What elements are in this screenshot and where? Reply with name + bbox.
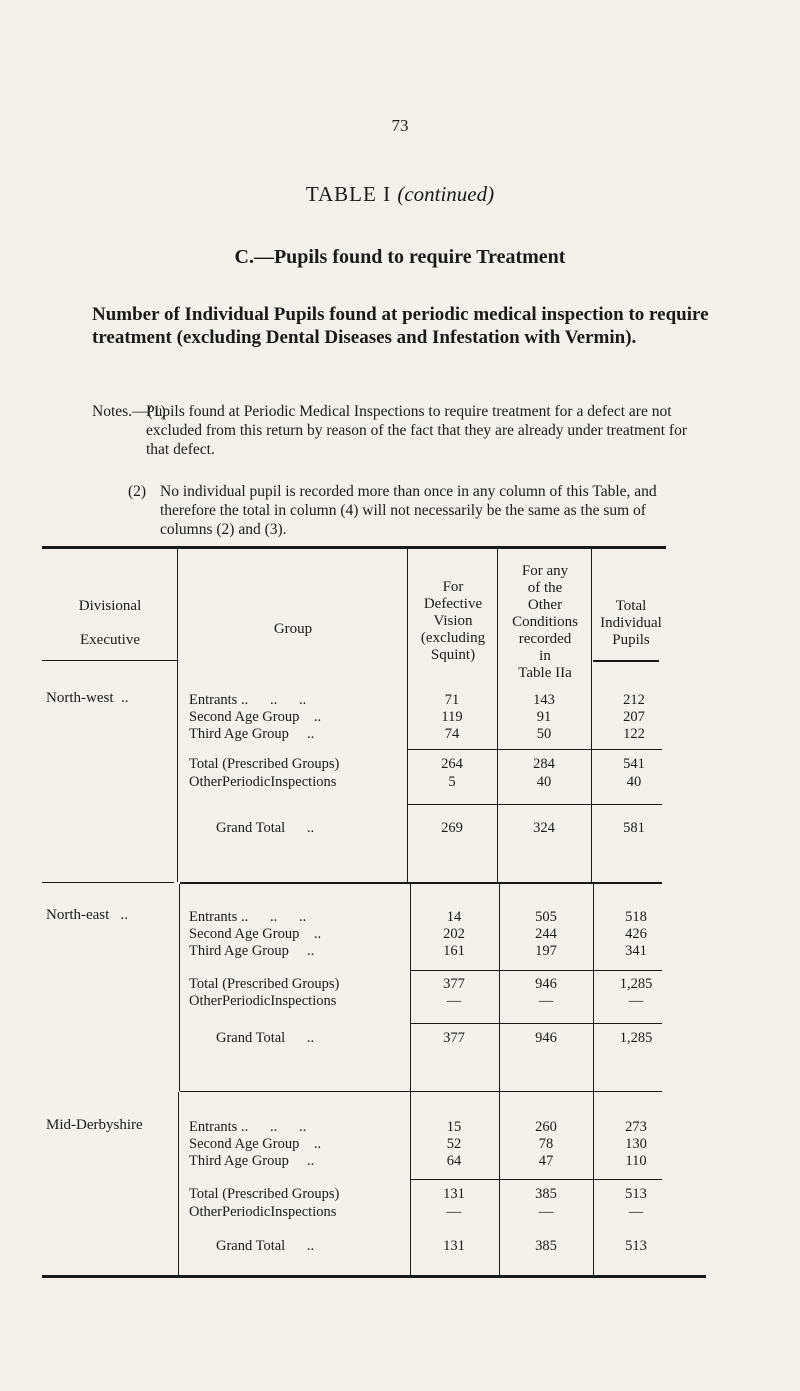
total-value: 1,285 xyxy=(619,976,653,992)
total-value: 1,285 xyxy=(619,1030,653,1046)
table-top-rule xyxy=(42,546,666,549)
other-value: — xyxy=(538,1204,554,1220)
vision-value: — xyxy=(446,1204,462,1220)
total-value: — xyxy=(628,993,644,1009)
other-value: 143 xyxy=(533,692,555,708)
main-heading: Number of Individual Pupils found at periodic medical inspection to require treatment (excluding Dental Diseases and Infestation with Vermin). xyxy=(92,304,709,348)
header-rule-right xyxy=(593,660,659,662)
header-vision-line2: Defective xyxy=(423,596,483,612)
header-other xyxy=(498,563,592,682)
other-value: 197 xyxy=(535,943,557,959)
vision-value: 202 xyxy=(443,926,465,942)
group-label: Entrants .. .. .. xyxy=(189,1119,307,1135)
other-value: 284 xyxy=(533,756,555,772)
grand-total-label: Grand Total .. xyxy=(216,1030,315,1046)
total-value: — xyxy=(628,1204,644,1220)
header-other-line6: in xyxy=(539,648,551,664)
header-vision xyxy=(408,579,498,664)
grand-total-label: Grand Total .. xyxy=(216,1238,315,1254)
header-vision-line5: Squint) xyxy=(430,647,476,663)
division-label: North-west .. xyxy=(46,690,129,706)
vision-value: 377 xyxy=(443,976,465,992)
total-value: 518 xyxy=(625,909,647,925)
total-prescribed-label: Total (Prescribed Groups) xyxy=(189,1186,340,1202)
total-value: 122 xyxy=(623,726,645,742)
header-divisional xyxy=(42,598,178,649)
group-label: Second Age Group .. xyxy=(189,1136,322,1152)
group-label: Second Age Group .. xyxy=(189,926,322,942)
section-title: C.—Pupils found to require Treatment xyxy=(234,246,566,268)
vision-value: 52 xyxy=(446,1136,462,1152)
group-label: Second Age Group .. xyxy=(189,709,322,725)
header-group: Group xyxy=(273,621,313,637)
subtotal-rule-2a xyxy=(411,970,662,971)
section-rule-1-right xyxy=(180,882,662,884)
note-2-lead: (2) xyxy=(128,483,147,500)
other-value: 324 xyxy=(533,820,555,836)
vision-value: 5 xyxy=(448,774,456,790)
total-prescribed-label: Total (Prescribed Groups) xyxy=(189,976,340,992)
note-1-text: Pupils found at Periodic Medical Inspections to require treatment for a defect are not excluded from this return by reason of the fact that they are already under treatment for that defect. xyxy=(146,403,687,458)
table-title-main: TABLE I xyxy=(305,182,392,206)
header-total xyxy=(592,598,670,649)
col-rule-vision-3 xyxy=(410,1092,411,1277)
vision-value: 15 xyxy=(446,1119,462,1135)
total-value: 513 xyxy=(625,1238,647,1254)
vision-value: 161 xyxy=(443,943,465,959)
section-rule-1-left xyxy=(42,882,174,883)
header-other-line7: Table IIa xyxy=(518,665,572,681)
col-rule-vision-2 xyxy=(410,884,411,1091)
header-divisional-line2: Executive xyxy=(80,632,140,648)
other-value: 946 xyxy=(535,1030,557,1046)
vision-value: 131 xyxy=(443,1186,465,1202)
total-value: 207 xyxy=(623,709,645,725)
header-rule-left xyxy=(42,660,177,661)
grand-total-label: Grand Total .. xyxy=(216,820,315,836)
other-periodic-label: OtherPeriodicInspections xyxy=(189,774,337,790)
section-rule-2 xyxy=(180,1091,662,1092)
note-1 xyxy=(92,402,692,459)
other-value: 50 xyxy=(536,726,552,742)
header-total-line1: Total xyxy=(615,598,647,614)
other-value: 385 xyxy=(535,1186,557,1202)
vision-value: 14 xyxy=(446,909,462,925)
division-label: North-east .. xyxy=(46,907,129,923)
vision-value: 377 xyxy=(443,1030,465,1046)
other-periodic-label: OtherPeriodicInspections xyxy=(189,1204,337,1220)
other-value: 78 xyxy=(538,1136,554,1152)
subtotal-rule-3a xyxy=(411,1179,662,1180)
total-value: 130 xyxy=(625,1136,647,1152)
vision-value: 131 xyxy=(443,1238,465,1254)
other-value: 385 xyxy=(535,1238,557,1254)
vision-value: 269 xyxy=(441,820,463,836)
total-value: 426 xyxy=(625,926,647,942)
vision-value: 264 xyxy=(441,756,463,772)
note-2-text: No individual pupil is recorded more than once in any column of this Table, and therefore the total in column (4) will not necessarily be the same as the sum of columns (2) and (3). xyxy=(160,483,657,538)
group-label: Third Age Group .. xyxy=(189,1153,315,1169)
total-value: 40 xyxy=(626,774,642,790)
header-other-line3: Other xyxy=(527,597,563,613)
header-other-line5: recorded xyxy=(518,631,572,647)
col-rule-total-3 xyxy=(593,1092,594,1277)
vision-value: 74 xyxy=(444,726,460,742)
other-periodic-label: OtherPeriodicInspections xyxy=(189,993,337,1009)
vision-value: 119 xyxy=(441,709,463,725)
division-label: Mid-Derbyshire xyxy=(46,1117,143,1133)
col-rule-other-3 xyxy=(499,1092,500,1277)
header-divisional-line1: Divisional xyxy=(78,598,142,614)
col-rule-group-3 xyxy=(178,1092,179,1277)
total-value: 541 xyxy=(623,756,645,772)
group-label: Third Age Group .. xyxy=(189,943,315,959)
other-value: 91 xyxy=(536,709,552,725)
notes-lead: Notes.—(1) xyxy=(92,403,166,420)
vision-value: — xyxy=(446,993,462,1009)
total-value: 341 xyxy=(625,943,647,959)
header-total-line3: Pupils xyxy=(612,632,650,648)
group-label: Entrants .. .. .. xyxy=(189,909,307,925)
total-prescribed-label: Total (Prescribed Groups) xyxy=(189,756,340,772)
other-value: — xyxy=(538,993,554,1009)
other-value: 260 xyxy=(535,1119,557,1135)
subtotal-rule-1a xyxy=(408,749,662,750)
header-total-line2: Individual xyxy=(600,615,662,631)
other-value: 40 xyxy=(536,774,552,790)
other-value: 505 xyxy=(535,909,557,925)
total-value: 513 xyxy=(625,1186,647,1202)
col-rule-group-2 xyxy=(179,884,180,1091)
header-other-line4: Conditions xyxy=(512,614,578,630)
grand-rule-2a xyxy=(411,1023,662,1024)
total-value: 581 xyxy=(623,820,645,836)
group-label: Third Age Group .. xyxy=(189,726,315,742)
table-bottom-rule xyxy=(42,1275,706,1278)
header-vision-line4: (excluding xyxy=(420,630,486,646)
other-value: 47 xyxy=(538,1153,554,1169)
other-value: 244 xyxy=(535,926,557,942)
total-value: 110 xyxy=(625,1153,647,1169)
table-title-suffix: (continued) xyxy=(397,182,495,206)
col-rule-other-2 xyxy=(499,884,500,1091)
page-number: 73 xyxy=(391,116,409,135)
header-other-line1: For any xyxy=(521,563,569,579)
col-rule-total-2 xyxy=(593,884,594,1091)
note-2 xyxy=(128,482,692,539)
vision-value: 64 xyxy=(446,1153,462,1169)
vision-value: 71 xyxy=(444,692,460,708)
header-vision-line3: Vision xyxy=(433,613,473,629)
other-value: 946 xyxy=(535,976,557,992)
total-value: 273 xyxy=(625,1119,647,1135)
group-label: Entrants .. .. .. xyxy=(189,692,307,708)
header-vision-line1: For xyxy=(442,579,464,595)
grand-rule-1a xyxy=(408,804,662,805)
table-title xyxy=(0,182,800,207)
header-other-line2: of the xyxy=(527,580,563,596)
total-value: 212 xyxy=(623,692,645,708)
